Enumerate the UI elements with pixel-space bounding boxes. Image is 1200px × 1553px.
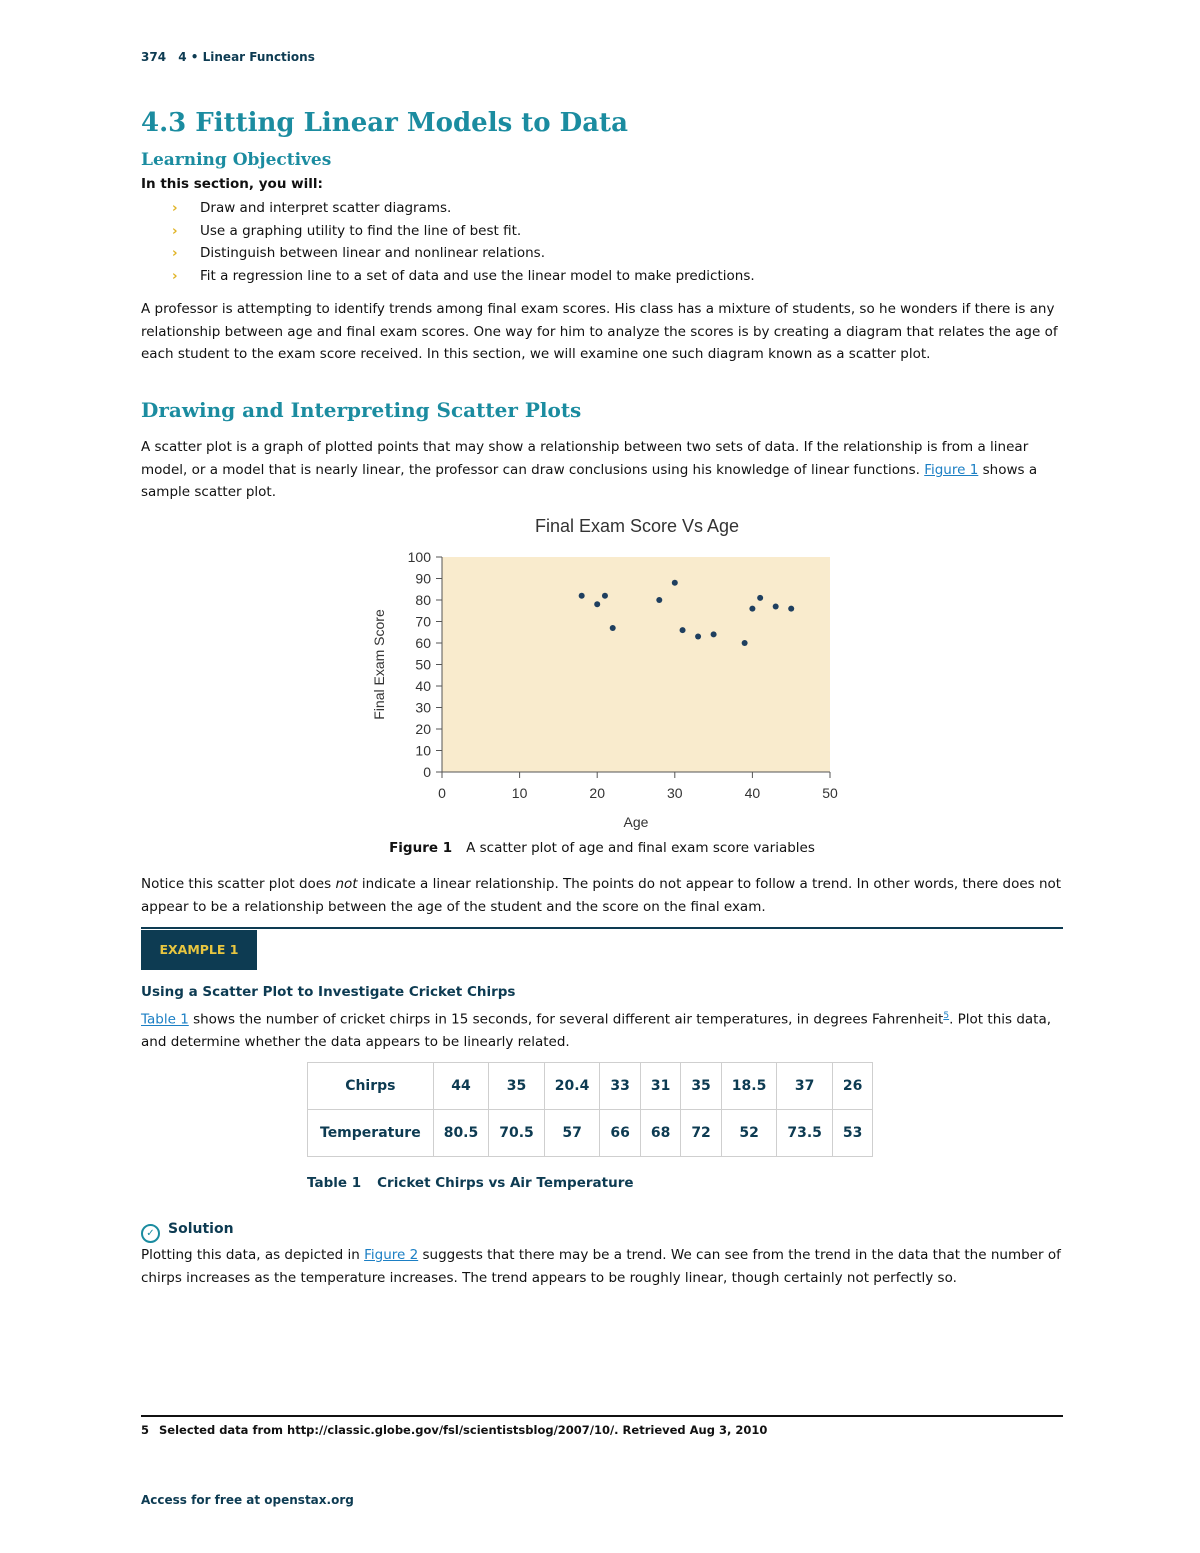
- example-paragraph: Table 1 shows the number of cricket chirps in 15 seconds, for several different air temperatures, in degrees Fahrenheit$^5$. Plot this data, and determine whether the data appears to be linearly related.: [141, 1011, 1052, 1050]
- list-item: › Fit a regression line to a set of data and use the linear model to make predictions.: [172, 267, 755, 284]
- notice-paragraph: Notice this scatter plot does not indicate a linear relationship. The points do not appear to follow a trend. In other words, there does not appear to be a relationship between the age of the student and the score on the final exam.: [141, 876, 1062, 915]
- y-tick-label: 10: [415, 742, 431, 759]
- y-axis-ticks: [408, 549, 442, 780]
- objectives-intro: In this section, you will:: [141, 176, 323, 192]
- figure-label: Figure 1: [389, 840, 453, 856]
- x-tick-label: 50: [822, 785, 838, 801]
- x-axis-ticks: [438, 772, 838, 801]
- y-tick-label: 100: [407, 549, 431, 565]
- x-tick-label: 40: [744, 785, 761, 801]
- learning-objectives-title: Learning Objectives: [141, 150, 332, 170]
- scatter-point: [711, 631, 717, 637]
- y-tick-label: 0: [423, 764, 431, 780]
- page-number: 374: [141, 50, 167, 64]
- footnote: [141, 1423, 767, 1437]
- y-tick-label: 40: [415, 678, 431, 694]
- cricket-chirps-table: [307, 1062, 873, 1157]
- table-cell: 33: [600, 1063, 640, 1110]
- footnote-text: Selected data from http://classic.globe.gov/fsl/scientistsblog/2007/10/. Retrieved Aug 3, 2010: [159, 1423, 768, 1437]
- table-cell: 70.5: [489, 1110, 545, 1157]
- row-header-temperature: Temperature: [308, 1110, 434, 1157]
- y-tick-label: 30: [415, 699, 431, 716]
- x-tick-label: 0: [438, 785, 446, 801]
- list-item: › Use a graphing utility to find the line of best fit.: [172, 222, 522, 239]
- table-row: [308, 1110, 873, 1157]
- plot-area: [442, 557, 830, 772]
- chevron-right-icon: ›: [172, 200, 178, 216]
- footer-access[interactable]: Access for free at openstax.org: [141, 1493, 354, 1507]
- table-cell: 44: [433, 1063, 489, 1110]
- scatter-point: [594, 601, 600, 607]
- x-axis-label: Age: [623, 814, 649, 830]
- y-axis-label: Final Exam Score: [371, 609, 387, 720]
- intro-paragraph: A professor is attempting to identify trends among final exam scores. His class has a mixture of students, so he wonders if there is any relationship between age and final exam scores. One way for him to analyze the scores is by creating a diagram that relates the age of each student to the exam score received. In this section, we will examine one such diagram known as a scatter plot.: [141, 301, 1058, 362]
- y-tick-label: 80: [415, 592, 431, 608]
- table-cell: 31: [640, 1063, 680, 1110]
- y-tick-label: 60: [415, 635, 431, 651]
- scatter-point: [773, 603, 779, 609]
- table-1-link[interactable]: Table 1: [141, 1011, 189, 1028]
- scatter-point: [757, 595, 763, 601]
- table-cell: 18.5: [721, 1063, 777, 1110]
- table-cell: 20.4: [544, 1063, 600, 1110]
- table-cell: 26: [832, 1063, 872, 1110]
- table-cell: 66: [600, 1110, 640, 1157]
- y-tick-label: 70: [415, 613, 431, 630]
- list-item: › Distinguish between linear and nonlinear relations.: [172, 245, 545, 261]
- scatter-point: [749, 606, 755, 612]
- table-caption: [307, 1175, 634, 1191]
- y-tick-label: 90: [415, 570, 431, 587]
- x-tick-label: 10: [511, 785, 528, 801]
- table-cell: 35: [489, 1063, 545, 1110]
- footnote-number: 5: [141, 1423, 150, 1437]
- table-caption-text: Cricket Chirps vs Air Temperature: [377, 1175, 634, 1191]
- chart-title: Final Exam Score Vs Age: [534, 516, 740, 536]
- scatter-point: [680, 627, 686, 633]
- scatter-point: [742, 640, 748, 646]
- example-divider: [141, 927, 1063, 929]
- table-row: [308, 1063, 873, 1110]
- solution-title: Solution: [168, 1221, 234, 1237]
- table-label: Table 1: [307, 1175, 362, 1191]
- chevron-right-icon: ›: [172, 267, 178, 284]
- scatter-point: [579, 593, 585, 599]
- table-cell: 53: [832, 1110, 872, 1157]
- chapter-title: 4 • Linear Functions: [178, 50, 315, 64]
- solution-paragraph: Plotting this data, as depicted in Figure 2 suggests that there may be a trend. We can see from the trend in the data that the number of chirps increases as the temperature increases. The trend appears to be roughly linear, though certainly not perfectly so.: [141, 1247, 1061, 1286]
- chevron-right-icon: ›: [172, 222, 178, 239]
- x-tick-label: 20: [589, 785, 605, 801]
- row-header-chirps: Chirps: [308, 1063, 434, 1110]
- table-cell: 37: [777, 1063, 833, 1110]
- example-badge: EXAMPLE 1: [141, 930, 257, 970]
- table-cell: 52: [721, 1110, 777, 1157]
- figure-caption: [141, 840, 1063, 856]
- scatter-point: [610, 625, 616, 631]
- scatter-point: [672, 580, 678, 586]
- figure-caption-text: A scatter plot of age and final exam score variables: [466, 840, 815, 856]
- figure-2-link[interactable]: Figure 2: [364, 1247, 419, 1263]
- solution-heading[interactable]: [141, 1221, 234, 1243]
- y-tick-label: 50: [415, 656, 431, 673]
- scatter-chart: [360, 510, 840, 835]
- footnote-divider: [141, 1415, 1063, 1417]
- example-title: Using a Scatter Plot to Investigate Cricket Chirps: [141, 984, 516, 1000]
- scatter-point: [656, 597, 662, 603]
- running-header: [141, 50, 315, 64]
- table-cell: 68: [640, 1110, 680, 1157]
- check-circle-icon: ✓: [141, 1224, 160, 1243]
- table-cell: 35: [681, 1063, 721, 1110]
- y-tick-label: 20: [415, 721, 431, 737]
- scatter-plot-paragraph: A scatter plot is a graph of plotted points that may show a relationship between two sets of data. If the relationship is from a linear model, or a model that is nearly linear, the professor can draw conclusions using his knowledge of linear functions. Figure 1 shows a sample scatter plot.: [141, 439, 1038, 500]
- footnote-5-link[interactable]: 5: [943, 1011, 950, 1021]
- objectives-list: [172, 198, 755, 288]
- section-title: 4.3 Fitting Linear Models to Data: [141, 108, 628, 138]
- list-item: › Draw and interpret scatter diagrams.: [172, 200, 452, 216]
- table-cell: 72: [681, 1110, 721, 1157]
- scatter-point: [602, 593, 608, 599]
- scatter-point: [695, 634, 701, 640]
- x-tick-label: 30: [667, 785, 683, 801]
- table-cell: 80.5: [433, 1110, 489, 1157]
- figure-1-link[interactable]: Figure 1: [924, 461, 979, 478]
- table-cell: 57: [544, 1110, 600, 1157]
- chevron-right-icon: ›: [172, 245, 178, 261]
- table-cell: 73.5: [777, 1110, 833, 1157]
- subsection-title: Drawing and Interpreting Scatter Plots: [141, 398, 582, 422]
- scatter-point: [788, 606, 794, 612]
